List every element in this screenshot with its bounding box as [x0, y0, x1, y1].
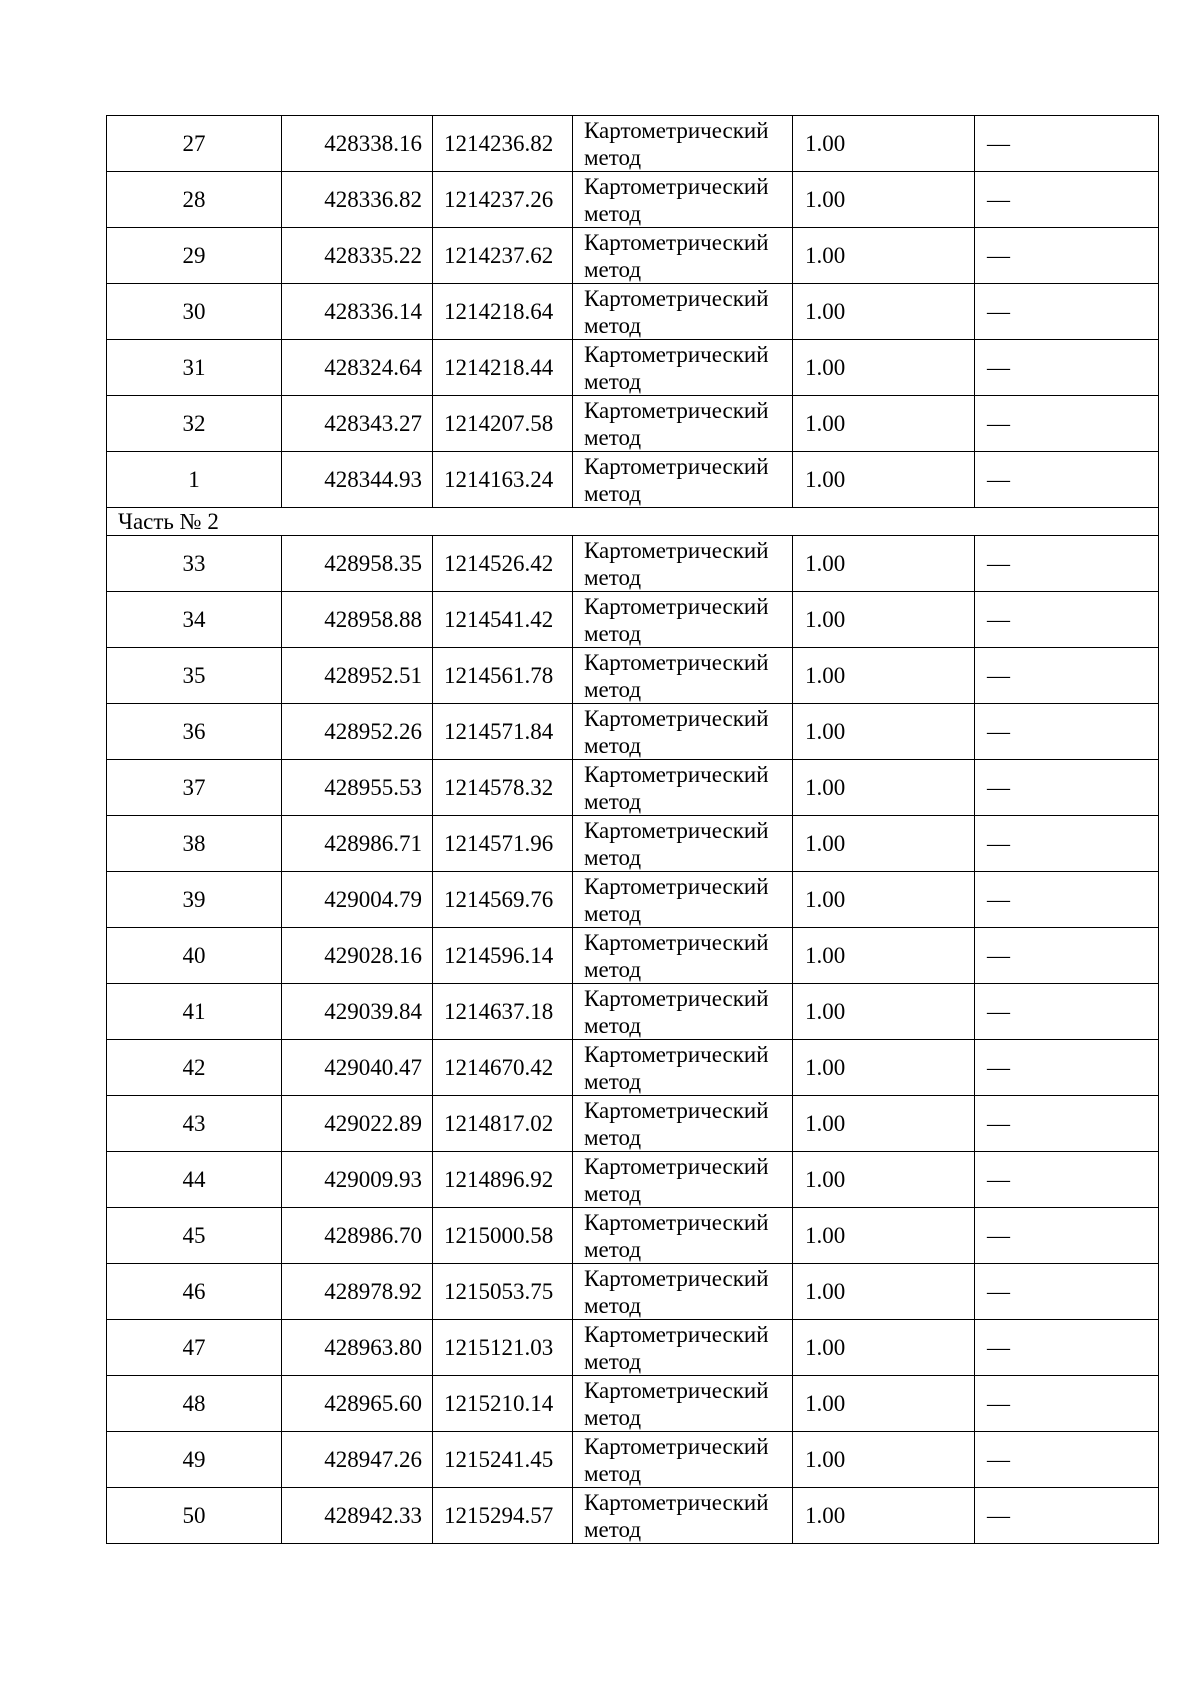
point-number-cell: 36	[107, 704, 282, 760]
method-cell: Картометрический метод	[573, 1040, 793, 1096]
point-number-cell: 45	[107, 1208, 282, 1264]
x-coordinate-cell: 429022.89	[282, 1096, 433, 1152]
y-coordinate-cell: 1214541.42	[433, 592, 573, 648]
accuracy-cell: 1.00	[793, 536, 975, 592]
method-cell: Картометрический метод	[573, 928, 793, 984]
y-coordinate-cell: 1214817.02	[433, 1096, 573, 1152]
note-cell: —	[975, 1040, 1159, 1096]
point-number-cell: 47	[107, 1320, 282, 1376]
note-cell: —	[975, 1320, 1159, 1376]
y-coordinate-cell: 1214571.84	[433, 704, 573, 760]
point-number-cell: 43	[107, 1096, 282, 1152]
method-cell: Картометрический метод	[573, 984, 793, 1040]
method-cell: Картометрический метод	[573, 1096, 793, 1152]
method-cell: Картометрический метод	[573, 760, 793, 816]
point-number-cell: 50	[107, 1488, 282, 1544]
note-cell: —	[975, 116, 1159, 172]
y-coordinate-cell: 1214207.58	[433, 396, 573, 452]
accuracy-cell: 1.00	[793, 340, 975, 396]
table-row	[107, 648, 1159, 704]
section-header-body	[107, 508, 1159, 536]
method-cell: Картометрический метод	[573, 536, 793, 592]
point-number-cell: 34	[107, 592, 282, 648]
accuracy-cell: 1.00	[793, 1320, 975, 1376]
note-cell: —	[975, 1376, 1159, 1432]
y-coordinate-cell: 1214596.14	[433, 928, 573, 984]
table-row	[107, 592, 1159, 648]
table-row	[107, 760, 1159, 816]
section-label: Часть № 2	[107, 508, 1159, 536]
note-cell: —	[975, 704, 1159, 760]
x-coordinate-cell: 428324.64	[282, 340, 433, 396]
table-row	[107, 984, 1159, 1040]
x-coordinate-cell: 428965.60	[282, 1376, 433, 1432]
note-cell: —	[975, 872, 1159, 928]
point-number-cell: 41	[107, 984, 282, 1040]
part1-table-body	[107, 116, 1159, 508]
note-cell: —	[975, 340, 1159, 396]
method-cell: Картометрический метод	[573, 1376, 793, 1432]
y-coordinate-cell: 1214218.64	[433, 284, 573, 340]
accuracy-cell: 1.00	[793, 760, 975, 816]
method-cell: Картометрический метод	[573, 704, 793, 760]
y-coordinate-cell: 1214561.78	[433, 648, 573, 704]
part2-table-body	[107, 536, 1159, 1544]
note-cell: —	[975, 760, 1159, 816]
y-coordinate-cell: 1214237.62	[433, 228, 573, 284]
x-coordinate-cell: 428963.80	[282, 1320, 433, 1376]
note-cell: —	[975, 816, 1159, 872]
x-coordinate-cell: 428952.26	[282, 704, 433, 760]
note-cell: —	[975, 1096, 1159, 1152]
accuracy-cell: 1.00	[793, 284, 975, 340]
note-cell: —	[975, 536, 1159, 592]
x-coordinate-cell: 428986.70	[282, 1208, 433, 1264]
point-number-cell: 39	[107, 872, 282, 928]
method-cell: Картометрический метод	[573, 284, 793, 340]
point-number-cell: 48	[107, 1376, 282, 1432]
x-coordinate-cell: 429040.47	[282, 1040, 433, 1096]
point-number-cell: 49	[107, 1432, 282, 1488]
point-number-cell: 28	[107, 172, 282, 228]
y-coordinate-cell: 1215121.03	[433, 1320, 573, 1376]
accuracy-cell: 1.00	[793, 1096, 975, 1152]
y-coordinate-cell: 1214163.24	[433, 452, 573, 508]
accuracy-cell: 1.00	[793, 704, 975, 760]
accuracy-cell: 1.00	[793, 648, 975, 704]
table-row	[107, 284, 1159, 340]
accuracy-cell: 1.00	[793, 1040, 975, 1096]
coordinates-table	[106, 115, 1159, 1544]
point-number-cell: 30	[107, 284, 282, 340]
x-coordinate-cell: 428955.53	[282, 760, 433, 816]
table-row	[107, 704, 1159, 760]
y-coordinate-cell: 1214571.96	[433, 816, 573, 872]
accuracy-cell: 1.00	[793, 1488, 975, 1544]
y-coordinate-cell: 1214896.92	[433, 1152, 573, 1208]
note-cell: —	[975, 592, 1159, 648]
accuracy-cell: 1.00	[793, 228, 975, 284]
method-cell: Картометрический метод	[573, 1264, 793, 1320]
table-row	[107, 1376, 1159, 1432]
y-coordinate-cell: 1215000.58	[433, 1208, 573, 1264]
method-cell: Картометрический метод	[573, 816, 793, 872]
accuracy-cell: 1.00	[793, 928, 975, 984]
table-row	[107, 1208, 1159, 1264]
accuracy-cell: 1.00	[793, 816, 975, 872]
y-coordinate-cell: 1214236.82	[433, 116, 573, 172]
note-cell: —	[975, 1152, 1159, 1208]
x-coordinate-cell: 428343.27	[282, 396, 433, 452]
note-cell: —	[975, 984, 1159, 1040]
accuracy-cell: 1.00	[793, 592, 975, 648]
y-coordinate-cell: 1215294.57	[433, 1488, 573, 1544]
x-coordinate-cell: 428958.88	[282, 592, 433, 648]
x-coordinate-cell: 428942.33	[282, 1488, 433, 1544]
note-cell: —	[975, 1264, 1159, 1320]
table-row	[107, 1320, 1159, 1376]
method-cell: Картометрический метод	[573, 228, 793, 284]
accuracy-cell: 1.00	[793, 452, 975, 508]
method-cell: Картометрический метод	[573, 452, 793, 508]
point-number-cell: 31	[107, 340, 282, 396]
x-coordinate-cell: 429004.79	[282, 872, 433, 928]
accuracy-cell: 1.00	[793, 1432, 975, 1488]
table-row	[107, 1152, 1159, 1208]
note-cell: —	[975, 284, 1159, 340]
method-cell: Картометрический метод	[573, 1432, 793, 1488]
point-number-cell: 35	[107, 648, 282, 704]
method-cell: Картометрический метод	[573, 592, 793, 648]
table-row	[107, 872, 1159, 928]
note-cell: —	[975, 396, 1159, 452]
accuracy-cell: 1.00	[793, 1376, 975, 1432]
accuracy-cell: 1.00	[793, 872, 975, 928]
table-row	[107, 1096, 1159, 1152]
table-row	[107, 340, 1159, 396]
y-coordinate-cell: 1215241.45	[433, 1432, 573, 1488]
note-cell: —	[975, 1432, 1159, 1488]
method-cell: Картометрический метод	[573, 396, 793, 452]
note-cell: —	[975, 452, 1159, 508]
point-number-cell: 33	[107, 536, 282, 592]
note-cell: —	[975, 1208, 1159, 1264]
table-row	[107, 116, 1159, 172]
y-coordinate-cell: 1214578.32	[433, 760, 573, 816]
note-cell: —	[975, 172, 1159, 228]
table-row	[107, 228, 1159, 284]
point-number-cell: 1	[107, 452, 282, 508]
table-row	[107, 1488, 1159, 1544]
point-number-cell: 44	[107, 1152, 282, 1208]
point-number-cell: 32	[107, 396, 282, 452]
y-coordinate-cell: 1214569.76	[433, 872, 573, 928]
x-coordinate-cell: 428338.16	[282, 116, 433, 172]
section-header-row	[107, 508, 1159, 536]
accuracy-cell: 1.00	[793, 396, 975, 452]
table-row	[107, 1040, 1159, 1096]
y-coordinate-cell: 1214637.18	[433, 984, 573, 1040]
x-coordinate-cell: 428952.51	[282, 648, 433, 704]
method-cell: Картометрический метод	[573, 1152, 793, 1208]
accuracy-cell: 1.00	[793, 116, 975, 172]
table-row	[107, 1432, 1159, 1488]
method-cell: Картометрический метод	[573, 340, 793, 396]
point-number-cell: 37	[107, 760, 282, 816]
point-number-cell: 46	[107, 1264, 282, 1320]
accuracy-cell: 1.00	[793, 1264, 975, 1320]
x-coordinate-cell: 428344.93	[282, 452, 433, 508]
table-row	[107, 396, 1159, 452]
accuracy-cell: 1.00	[793, 1208, 975, 1264]
point-number-cell: 40	[107, 928, 282, 984]
method-cell: Картометрический метод	[573, 872, 793, 928]
method-cell: Картометрический метод	[573, 648, 793, 704]
table-row	[107, 816, 1159, 872]
point-number-cell: 38	[107, 816, 282, 872]
x-coordinate-cell: 429039.84	[282, 984, 433, 1040]
table-row	[107, 452, 1159, 508]
y-coordinate-cell: 1214237.26	[433, 172, 573, 228]
note-cell: —	[975, 648, 1159, 704]
x-coordinate-cell: 428336.82	[282, 172, 433, 228]
x-coordinate-cell: 429028.16	[282, 928, 433, 984]
method-cell: Картометрический метод	[573, 172, 793, 228]
accuracy-cell: 1.00	[793, 984, 975, 1040]
x-coordinate-cell: 428947.26	[282, 1432, 433, 1488]
point-number-cell: 29	[107, 228, 282, 284]
y-coordinate-cell: 1214218.44	[433, 340, 573, 396]
table-row	[107, 928, 1159, 984]
x-coordinate-cell: 429009.93	[282, 1152, 433, 1208]
point-number-cell: 42	[107, 1040, 282, 1096]
y-coordinate-cell: 1214526.42	[433, 536, 573, 592]
table-row	[107, 1264, 1159, 1320]
note-cell: —	[975, 228, 1159, 284]
point-number-cell: 27	[107, 116, 282, 172]
note-cell: —	[975, 928, 1159, 984]
method-cell: Картометрический метод	[573, 116, 793, 172]
table-row	[107, 536, 1159, 592]
method-cell: Картометрический метод	[573, 1208, 793, 1264]
x-coordinate-cell: 428958.35	[282, 536, 433, 592]
y-coordinate-cell: 1214670.42	[433, 1040, 573, 1096]
y-coordinate-cell: 1215210.14	[433, 1376, 573, 1432]
accuracy-cell: 1.00	[793, 172, 975, 228]
method-cell: Картометрический метод	[573, 1488, 793, 1544]
accuracy-cell: 1.00	[793, 1152, 975, 1208]
x-coordinate-cell: 428986.71	[282, 816, 433, 872]
table-row	[107, 172, 1159, 228]
method-cell: Картометрический метод	[573, 1320, 793, 1376]
x-coordinate-cell: 428335.22	[282, 228, 433, 284]
y-coordinate-cell: 1215053.75	[433, 1264, 573, 1320]
x-coordinate-cell: 428978.92	[282, 1264, 433, 1320]
note-cell: —	[975, 1488, 1159, 1544]
x-coordinate-cell: 428336.14	[282, 284, 433, 340]
